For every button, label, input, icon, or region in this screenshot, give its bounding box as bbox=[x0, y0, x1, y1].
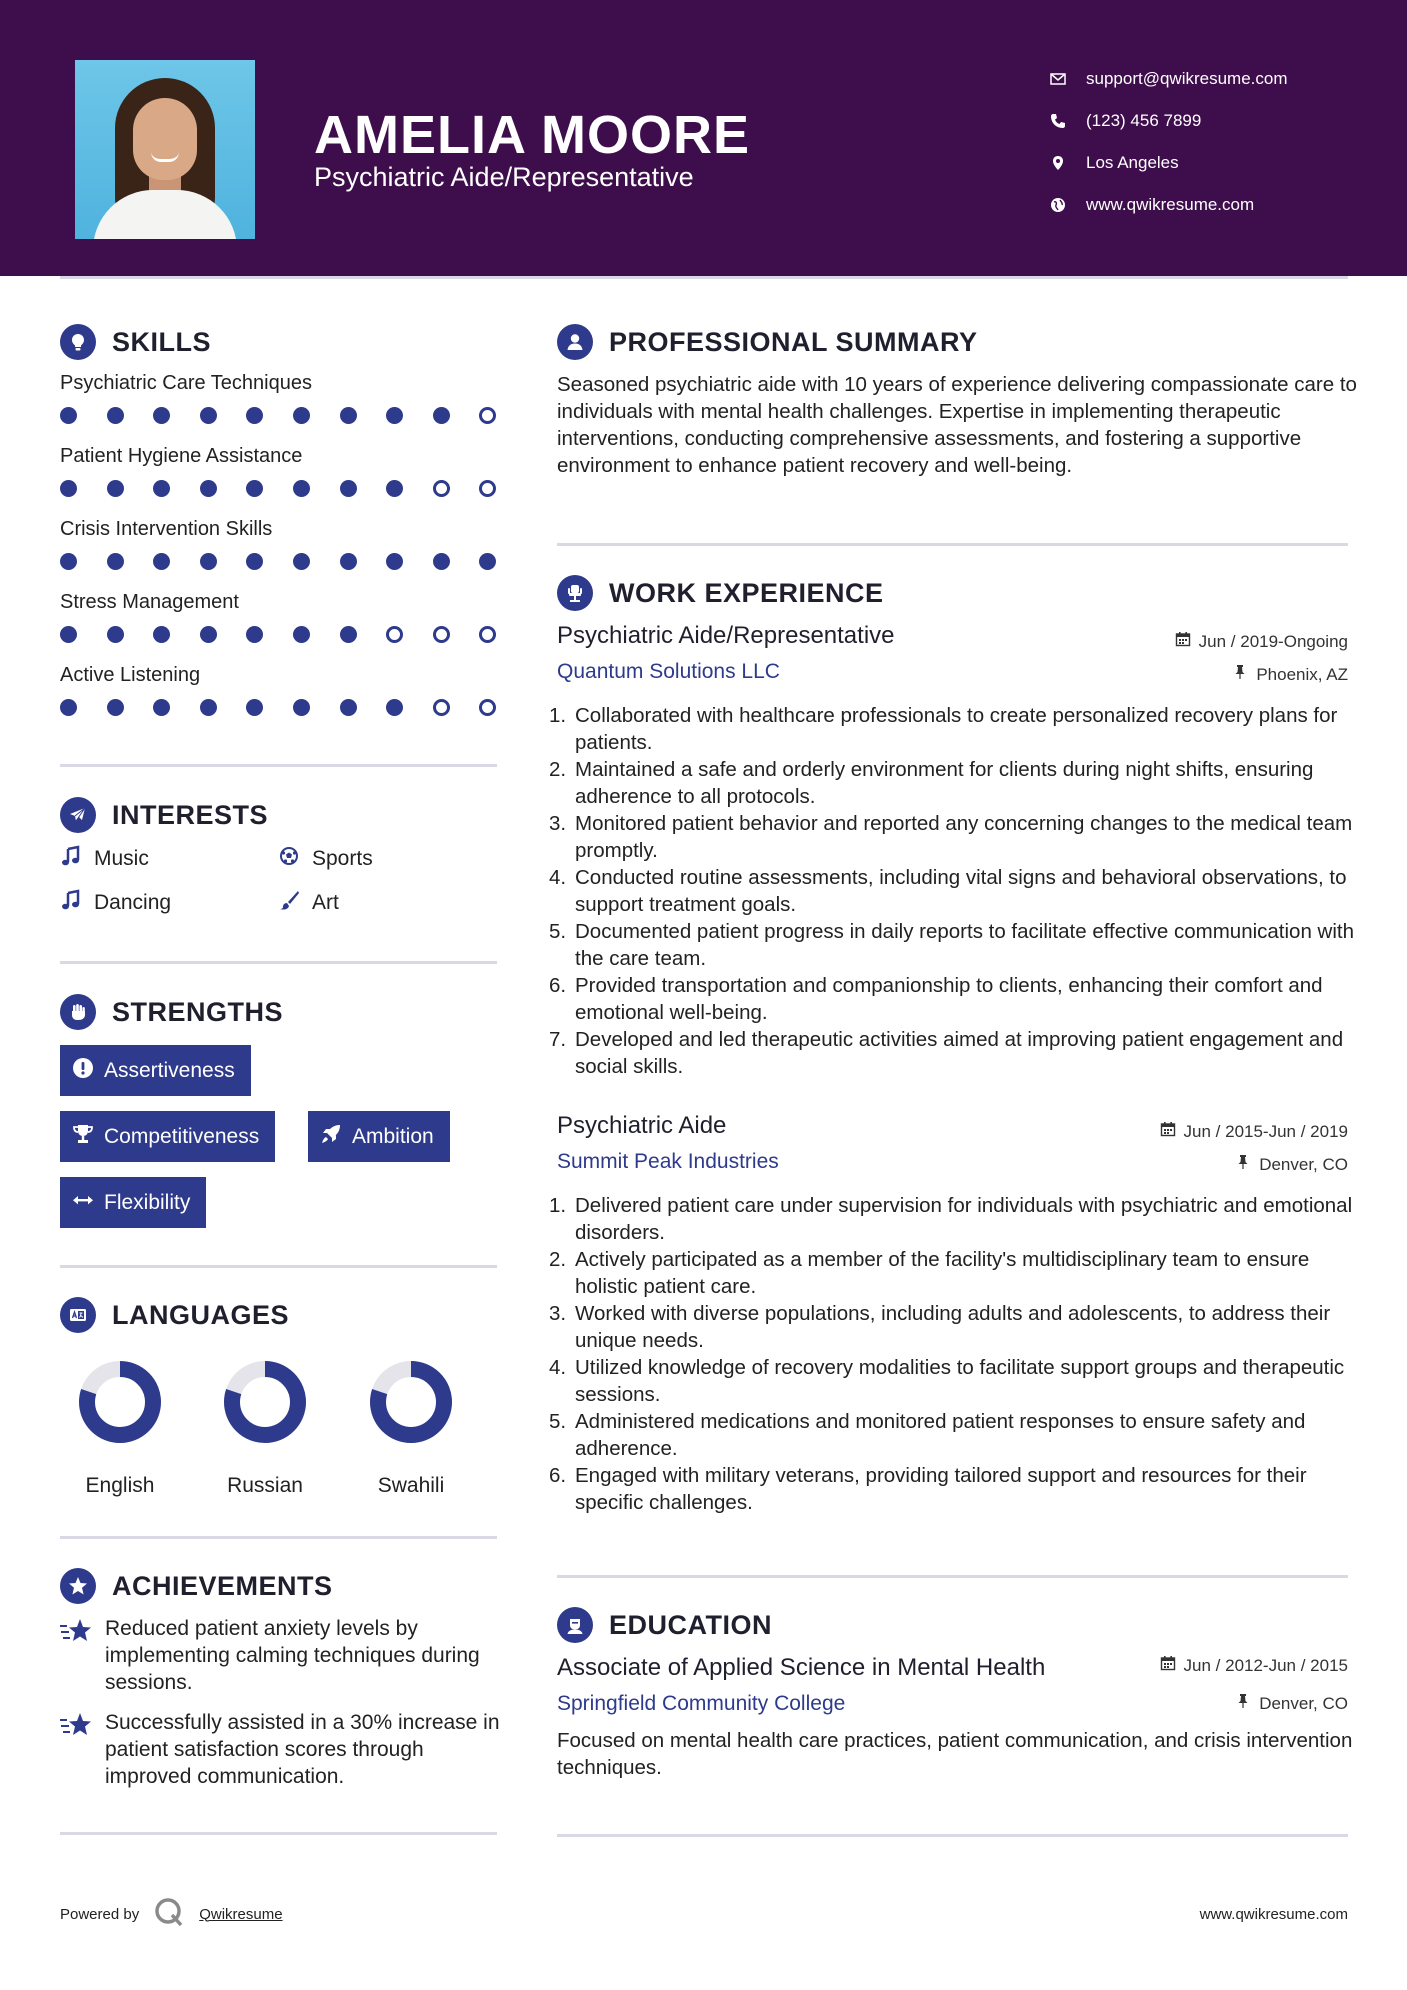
rating-dot-filled bbox=[200, 553, 217, 570]
list-item: 5. Administered medications and monitored patient responses to ensure safety and adherence. bbox=[549, 1410, 1306, 1460]
trophy-icon bbox=[72, 1123, 104, 1151]
interest-item bbox=[60, 889, 171, 917]
exclamation-icon bbox=[72, 1057, 104, 1085]
rating-dot-filled bbox=[60, 553, 77, 570]
section-divider bbox=[557, 1575, 1348, 1578]
language-item bbox=[60, 1358, 180, 1498]
skill-item bbox=[60, 591, 500, 643]
rating-dot-filled bbox=[246, 553, 263, 570]
list-item: 3. Worked with diverse populations, including adults and adolescents, to address their unique needs. bbox=[549, 1302, 1331, 1352]
achievements-heading bbox=[60, 1568, 333, 1604]
rating-dot-filled bbox=[246, 407, 263, 424]
education-heading bbox=[557, 1607, 772, 1643]
list-item: 1. Collaborated with healthcare professionals to create personalized recovery plans for patients. bbox=[549, 704, 1338, 754]
qwikresume-link[interactable]: Qwikresume bbox=[199, 1905, 283, 1923]
footer-powered-by bbox=[60, 1896, 283, 1932]
list-item: 5. Documented patient progress in daily reports to facilitate effective communication with the care team. bbox=[549, 920, 1355, 970]
rating-dot-filled bbox=[200, 699, 217, 716]
contact-phone-text: (123) 456 7899 bbox=[1086, 111, 1202, 130]
rating-dot-filled bbox=[340, 407, 357, 424]
education-location bbox=[1235, 1693, 1348, 1714]
rating-dot-filled bbox=[153, 407, 170, 424]
job-dates bbox=[1160, 1121, 1348, 1142]
achievement-item bbox=[60, 1615, 500, 1696]
education-text: Focused on mental health care practices, patient communication, and crisis intervention techniques. bbox=[557, 1729, 1353, 1779]
rocket-icon bbox=[320, 1123, 352, 1151]
rating-dot-empty bbox=[433, 626, 450, 643]
section-divider bbox=[60, 1536, 497, 1539]
rating-dot-filled bbox=[293, 626, 310, 643]
education-location-text: Denver, CO bbox=[1259, 1693, 1348, 1713]
skill-name: Psychiatric Care Techniques bbox=[60, 372, 312, 394]
rating-dot-filled bbox=[60, 626, 77, 643]
strength-label: Competitiveness bbox=[104, 1124, 260, 1148]
job-location bbox=[1235, 1154, 1348, 1175]
list-item: 6. Engaged with military veterans, providing tailored support and resources for their specific challenges. bbox=[549, 1464, 1307, 1514]
calendar-icon bbox=[1160, 1121, 1184, 1142]
contact-location bbox=[1050, 142, 1288, 184]
rating-dot-filled bbox=[340, 699, 357, 716]
interest-label: Dancing bbox=[94, 891, 172, 914]
paper-plane-icon bbox=[60, 797, 96, 833]
list-item: 6. Provided transportation and companionship to clients, enhancing their comfort and emotional well-being. bbox=[549, 974, 1323, 1024]
candidate-name: AMELIA MOORE bbox=[314, 105, 750, 165]
interest-item bbox=[60, 845, 149, 873]
qwikresume-logo-icon bbox=[139, 1896, 199, 1932]
interests-heading bbox=[60, 797, 268, 833]
job-bullets bbox=[549, 1192, 1357, 1516]
rating-dot-filled bbox=[153, 553, 170, 570]
rating-dot-empty bbox=[479, 626, 496, 643]
map-pin-icon bbox=[1050, 155, 1086, 171]
envelope-icon bbox=[1050, 71, 1086, 87]
shooting-star-icon bbox=[60, 1711, 92, 1739]
star-badge-icon bbox=[60, 1568, 96, 1604]
rating-dot-empty bbox=[386, 626, 403, 643]
rating-dot-filled bbox=[386, 699, 403, 716]
rating-dot-filled bbox=[340, 553, 357, 570]
skill-item bbox=[60, 518, 500, 570]
achievement-text: Reduced patient anxiety levels by implementing calming techniques during sessions. bbox=[105, 1617, 480, 1694]
skill-rating bbox=[60, 480, 500, 497]
job-bullets bbox=[549, 702, 1357, 1080]
skill-name: Active Listening bbox=[60, 664, 201, 686]
skill-rating bbox=[60, 626, 500, 643]
rating-dot-empty bbox=[479, 480, 496, 497]
job-title: Psychiatric Aide/Representative bbox=[557, 622, 895, 649]
interest-label: Music bbox=[94, 847, 149, 870]
strength-tag bbox=[60, 1111, 275, 1162]
rating-dot-filled bbox=[340, 626, 357, 643]
section-divider bbox=[60, 1265, 497, 1268]
achievements-title: ACHIEVEMENTS bbox=[112, 1570, 333, 1601]
education-title: EDUCATION bbox=[609, 1609, 772, 1640]
rating-dot-filled bbox=[433, 553, 450, 570]
rating-dot-filled bbox=[293, 699, 310, 716]
section-divider bbox=[60, 764, 497, 767]
rating-dot-filled bbox=[386, 553, 403, 570]
rating-dot-filled bbox=[153, 626, 170, 643]
rating-dot-filled bbox=[107, 553, 124, 570]
rating-dot-empty bbox=[433, 699, 450, 716]
paint-brush-icon bbox=[278, 889, 312, 917]
skill-rating bbox=[60, 407, 500, 424]
language-item bbox=[205, 1358, 325, 1498]
interests-title: INTERESTS bbox=[112, 799, 269, 830]
header-divider bbox=[60, 276, 1348, 279]
strength-label: Flexibility bbox=[104, 1190, 191, 1214]
contact-location-text: Los Angeles bbox=[1086, 153, 1179, 172]
language-name: English bbox=[85, 1474, 155, 1497]
rating-dot-filled bbox=[246, 699, 263, 716]
education-dates-text: Jun / 2012-Jun / 2015 bbox=[1183, 1655, 1348, 1675]
footer-url[interactable]: www.qwikresume.com bbox=[1199, 1906, 1348, 1923]
achievement-item bbox=[60, 1709, 500, 1790]
company-name: Summit Peak Industries bbox=[557, 1150, 779, 1173]
rating-dot-empty bbox=[479, 407, 496, 424]
experience-heading bbox=[557, 575, 884, 611]
language-name: Russian bbox=[227, 1474, 303, 1497]
arrows-horizontal-icon bbox=[72, 1189, 104, 1217]
shooting-star-icon bbox=[60, 1617, 92, 1645]
experience-title: WORK EXPERIENCE bbox=[609, 577, 884, 608]
contact-website-text: www.qwikresume.com bbox=[1086, 195, 1255, 214]
raised-fist-icon bbox=[60, 994, 96, 1030]
skill-name: Crisis Intervention Skills bbox=[60, 518, 273, 540]
interest-item bbox=[278, 889, 339, 917]
degree-title: Associate of Applied Science in Mental Health bbox=[557, 1654, 1046, 1681]
skill-rating bbox=[60, 553, 500, 570]
rating-dot-filled bbox=[293, 407, 310, 424]
contact-phone[interactable] bbox=[1050, 100, 1288, 142]
rating-dot-filled bbox=[107, 480, 124, 497]
list-item: 4. Conducted routine assessments, including vital signs and behavioral observations, to support treatment goals. bbox=[549, 866, 1347, 916]
rating-dot-filled bbox=[107, 407, 124, 424]
skill-name: Patient Hygiene Assistance bbox=[60, 445, 303, 467]
language-name: Swahili bbox=[377, 1474, 445, 1497]
section-divider bbox=[60, 1832, 497, 1835]
profile-photo bbox=[75, 60, 255, 239]
job-dates-text: Jun / 2019-Ongoing bbox=[1198, 631, 1348, 651]
skill-item bbox=[60, 664, 500, 716]
skill-item bbox=[60, 372, 500, 424]
rating-dot-filled bbox=[200, 407, 217, 424]
rating-dot-filled bbox=[60, 407, 77, 424]
contact-email-text: support@qwikresume.com bbox=[1086, 69, 1288, 88]
company-name: Quantum Solutions LLC bbox=[557, 660, 780, 683]
pushpin-icon bbox=[1232, 664, 1256, 685]
user-icon bbox=[557, 324, 593, 360]
summary-text: Seasoned psychiatric aide with 10 years of experience delivering compassionate care to individuals with mental health challenges. Expertise in implementing therapeutic interventions, conducting comprehensive assessments, and fostering a supportive environment to enhance patient recovery and well-being. bbox=[557, 373, 1357, 477]
section-divider bbox=[557, 543, 1348, 546]
strength-tag bbox=[308, 1111, 450, 1162]
list-item: 2. Maintained a safe and orderly environment for clients during night shifts, ensuring adherence to all protocols. bbox=[549, 758, 1314, 808]
resume-header bbox=[0, 0, 1407, 276]
contact-list bbox=[1050, 58, 1288, 226]
rating-dot-filled bbox=[60, 699, 77, 716]
job-location-text: Phoenix, AZ bbox=[1256, 664, 1348, 684]
rating-dot-filled bbox=[107, 626, 124, 643]
language-donut bbox=[367, 1358, 455, 1446]
summary-heading bbox=[557, 324, 978, 360]
language-donut bbox=[221, 1358, 309, 1446]
pushpin-icon bbox=[1235, 1693, 1259, 1714]
strengths-title: STRENGTHS bbox=[112, 996, 284, 1027]
job-location bbox=[1232, 664, 1348, 685]
skills-title: SKILLS bbox=[112, 326, 212, 357]
lightbulb-icon bbox=[60, 324, 96, 360]
section-divider bbox=[60, 961, 497, 964]
language-icon bbox=[60, 1297, 96, 1333]
job-dates-text: Jun / 2015-Jun / 2019 bbox=[1183, 1121, 1348, 1141]
strength-tag bbox=[60, 1045, 251, 1096]
candidate-role: Psychiatric Aide/Representative bbox=[314, 162, 694, 192]
list-item: 7. Developed and led therapeutic activities aimed at improving patient engagement and social skills. bbox=[549, 1028, 1344, 1078]
rating-dot-empty bbox=[479, 699, 496, 716]
language-donut bbox=[76, 1358, 164, 1446]
strength-label: Assertiveness bbox=[104, 1058, 235, 1082]
music-note-icon bbox=[60, 889, 94, 917]
office-chair-icon bbox=[557, 575, 593, 611]
education-dates bbox=[1160, 1655, 1348, 1676]
rating-dot-filled bbox=[293, 480, 310, 497]
list-item: 1. Delivered patient care under supervision for individuals with psychiatric and emotional disorders. bbox=[549, 1194, 1353, 1244]
contact-email[interactable] bbox=[1050, 58, 1288, 100]
rating-dot-filled bbox=[200, 626, 217, 643]
list-item: 2. Actively participated as a member of the facility's multidisciplinary team to ensure holistic patient care. bbox=[549, 1248, 1310, 1298]
rating-dot-filled bbox=[340, 480, 357, 497]
rating-dot-empty bbox=[433, 480, 450, 497]
rating-dot-filled bbox=[293, 553, 310, 570]
strength-tag bbox=[60, 1177, 206, 1228]
globe-icon bbox=[1050, 197, 1086, 213]
rating-dot-filled bbox=[153, 699, 170, 716]
rating-dot-filled bbox=[153, 480, 170, 497]
rating-dot-filled bbox=[246, 626, 263, 643]
skills-heading bbox=[60, 324, 211, 360]
job-title: Psychiatric Aide bbox=[557, 1112, 727, 1139]
rating-dot-filled bbox=[433, 407, 450, 424]
rating-dot-filled bbox=[200, 480, 217, 497]
rating-dot-filled bbox=[386, 407, 403, 424]
rating-dot-filled bbox=[479, 553, 496, 570]
list-item: 3. Monitored patient behavior and reported any concerning changes to the medical team promptly. bbox=[549, 812, 1353, 862]
school-name: Springfield Community College bbox=[557, 1692, 846, 1715]
interest-label: Art bbox=[312, 891, 339, 914]
languages-heading bbox=[60, 1297, 289, 1333]
calendar-icon bbox=[1160, 1655, 1184, 1676]
phone-icon bbox=[1050, 113, 1086, 129]
graduate-icon bbox=[557, 1607, 593, 1643]
summary-title: PROFESSIONAL SUMMARY bbox=[609, 326, 978, 357]
language-item bbox=[351, 1358, 471, 1498]
skill-rating bbox=[60, 699, 500, 716]
pushpin-icon bbox=[1235, 1154, 1259, 1175]
soccer-ball-icon bbox=[278, 845, 312, 873]
skill-name: Stress Management bbox=[60, 591, 239, 613]
calendar-icon bbox=[1175, 631, 1199, 652]
job-dates bbox=[1175, 631, 1348, 652]
music-note-icon bbox=[60, 845, 94, 873]
strengths-heading bbox=[60, 994, 283, 1030]
powered-by-text: Powered by bbox=[60, 1905, 140, 1923]
rating-dot-filled bbox=[386, 480, 403, 497]
section-divider bbox=[557, 1834, 1348, 1837]
interest-item bbox=[278, 845, 373, 873]
achievement-text: Successfully assisted in a 30% increase in patient satisfaction scores through improved communication. bbox=[105, 1711, 500, 1788]
languages-title: LANGUAGES bbox=[112, 1299, 290, 1330]
interest-label: Sports bbox=[312, 847, 373, 870]
rating-dot-filled bbox=[107, 699, 124, 716]
strength-label: Ambition bbox=[352, 1124, 434, 1148]
job-location-text: Denver, CO bbox=[1259, 1154, 1348, 1174]
rating-dot-filled bbox=[246, 480, 263, 497]
contact-website[interactable] bbox=[1050, 184, 1288, 226]
rating-dot-filled bbox=[60, 480, 77, 497]
list-item: 4. Utilized knowledge of recovery modalities to facilitate support groups and therapeutic sessions. bbox=[549, 1356, 1345, 1406]
skill-item bbox=[60, 445, 500, 497]
